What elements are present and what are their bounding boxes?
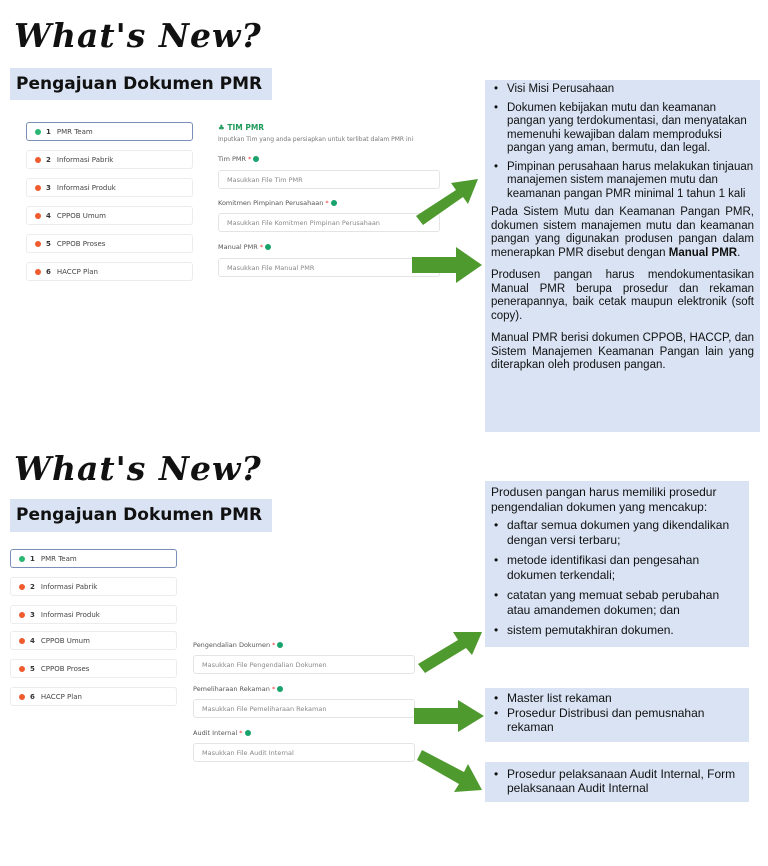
status-pending-icon	[19, 612, 25, 618]
info-panel-audit	[485, 762, 749, 802]
pengendalian-dokumen-file-input[interactable]: Masukkan File Pengendalian Dokumen	[193, 655, 415, 674]
panel-bullet: • Prosedur Distribusi dan pemusnahan rekaman	[491, 706, 743, 734]
arrow-diagonal-icon	[412, 176, 482, 228]
panel-paragraph: Manual PMR berisi dokumen CPPOB, HACCP, dan Sistem Manajemen Keamanan Pangan lain yang diterapkan oleh produsen pangan.	[491, 332, 754, 371]
step-6-haccp-plan[interactable]: 6 HACCP Plan	[26, 262, 193, 281]
step-1-pmr-team[interactable]: 1 PMR Team	[10, 549, 177, 568]
arrow-diagonal-icon	[414, 628, 486, 676]
form-subtitle: Inputkan Tim yang anda persiapkan untuk terlibat dalam PMR ini	[218, 136, 414, 143]
info-panel-top	[485, 80, 760, 432]
info-icon	[277, 642, 283, 648]
panel-bullet: • Master list rekaman	[491, 691, 743, 705]
tim-pmr-file-input[interactable]: Masukkan File Tim PMR	[218, 170, 440, 189]
status-pending-icon	[19, 666, 25, 672]
step-6-haccp-plan[interactable]: 6 HACCP Plan	[10, 687, 177, 706]
panel-paragraph: Pada Sistem Mutu dan Keamanan Pangan PMR, dokumen sistem manajemen mutu dan keamanan pangan yang digunakan produsen pangan dalam menerapkan PMR disebut dengan Manual PMR.	[491, 206, 754, 259]
step-1-pmr-team[interactable]: 1 PMR Team	[26, 122, 193, 141]
status-pending-icon	[35, 157, 41, 163]
status-pending-icon	[19, 638, 25, 644]
status-pending-icon	[35, 185, 41, 191]
status-pending-icon	[35, 269, 41, 275]
manual-pmr-file-input[interactable]: Masukkan File Manual PMR	[218, 258, 440, 277]
panel-bullet: • Pimpinan perusahaan harus melakukan tinjauan manajemen sistem manajemen mutu dan keamanan pangan PMR minimal 1 tahun 1 kali	[491, 161, 754, 202]
field-label-pengendalian: Pengendalian Dokumen *	[193, 641, 283, 649]
step-4-cppob-umum[interactable]: 4 CPPOB Umum	[26, 206, 193, 225]
field-label-audit: Audit Internal *	[193, 729, 251, 737]
info-icon	[253, 156, 259, 162]
status-done-icon	[19, 556, 25, 562]
panel-bullet: • metode identifikasi dan pengesahan dokumen terkendali;	[491, 553, 743, 583]
arrow-right-icon	[412, 247, 484, 283]
status-pending-icon	[35, 213, 41, 219]
step-2-informasi-pabrik[interactable]: 2 Informasi Pabrik	[26, 150, 193, 169]
panel-paragraph: Produsen pangan harus mendokumentasikan Manual PMR berupa prosedur dan rekaman penerapannya, baik cetak maupun elektronik (soft copy).	[491, 269, 754, 322]
form-title: ♣ TIM PMR	[218, 123, 265, 132]
field-label-tim-pmr: Tim PMR *	[218, 155, 259, 163]
step-2-informasi-pabrik[interactable]: 2 Informasi Pabrik	[10, 577, 177, 596]
info-icon	[331, 200, 337, 206]
field-label-manual-pmr: Manual PMR *	[218, 243, 271, 251]
field-label-komitmen: Komitmen Pimpinan Perusahaan *	[218, 199, 337, 207]
status-pending-icon	[19, 584, 25, 590]
section-title-bottom: Pengajuan Dokumen PMR	[10, 499, 272, 532]
panel-intro: Produsen pangan harus memiliki prosedur pengendalian dokumen yang mencakup:	[491, 485, 717, 514]
section-title-top: Pengajuan Dokumen PMR	[10, 68, 272, 100]
step-3-informasi-produk[interactable]: 3 Informasi Produk	[26, 178, 193, 197]
headline-bottom: What's New?	[14, 449, 262, 488]
info-panel-rekaman	[485, 688, 749, 742]
panel-bullet: • sistem pemutakhiran dokumen.	[491, 623, 743, 638]
arrow-diagonal-down-icon	[414, 748, 486, 796]
info-icon	[245, 730, 251, 736]
pemeliharaan-rekaman-file-input[interactable]: Masukkan File Pemeliharaan Rekaman	[193, 699, 415, 718]
team-icon: ♣	[218, 123, 228, 132]
step-3-informasi-produk[interactable]: 3 Informasi Produk	[10, 605, 177, 624]
panel-bullet: • daftar semua dokumen yang dikendalikan dengan versi terbaru;	[491, 518, 743, 548]
panel-bullet: • catatan yang memuat sebab perubahan atau amandemen dokumen; dan	[491, 588, 743, 618]
panel-bullet: • Dokumen kebijakan mutu dan keamanan pangan yang terdokumentasi, dan menyatakan memenuhi kewajiban dalam memproduksi pangan yang aman, bermutu, dan legal.	[491, 102, 754, 156]
info-panel-pengendalian	[485, 481, 749, 647]
step-4-cppob-umum[interactable]: 4 CPPOB Umum	[10, 631, 177, 650]
arrow-right-icon	[414, 700, 486, 732]
panel-bullet: • Visi Misi Perusahaan	[491, 83, 754, 97]
komitmen-file-input[interactable]: Masukkan File Komitmen Pimpinan Perusahaan	[218, 213, 440, 232]
panel-bullet: • Prosedur pelaksanaan Audit Internal, Form pelaksanaan Audit Internal	[491, 767, 743, 795]
info-icon	[277, 686, 283, 692]
status-pending-icon	[19, 694, 25, 700]
headline-top: What's New?	[14, 16, 262, 55]
status-done-icon	[35, 129, 41, 135]
step-5-cppob-proses[interactable]: 5 CPPOB Proses	[26, 234, 193, 253]
audit-internal-file-input[interactable]: Masukkan File Audit Internal	[193, 743, 415, 762]
field-label-pemeliharaan: Pemeliharaan Rekaman *	[193, 685, 283, 693]
step-5-cppob-proses[interactable]: 5 CPPOB Proses	[10, 659, 177, 678]
info-icon	[265, 244, 271, 250]
status-pending-icon	[35, 241, 41, 247]
